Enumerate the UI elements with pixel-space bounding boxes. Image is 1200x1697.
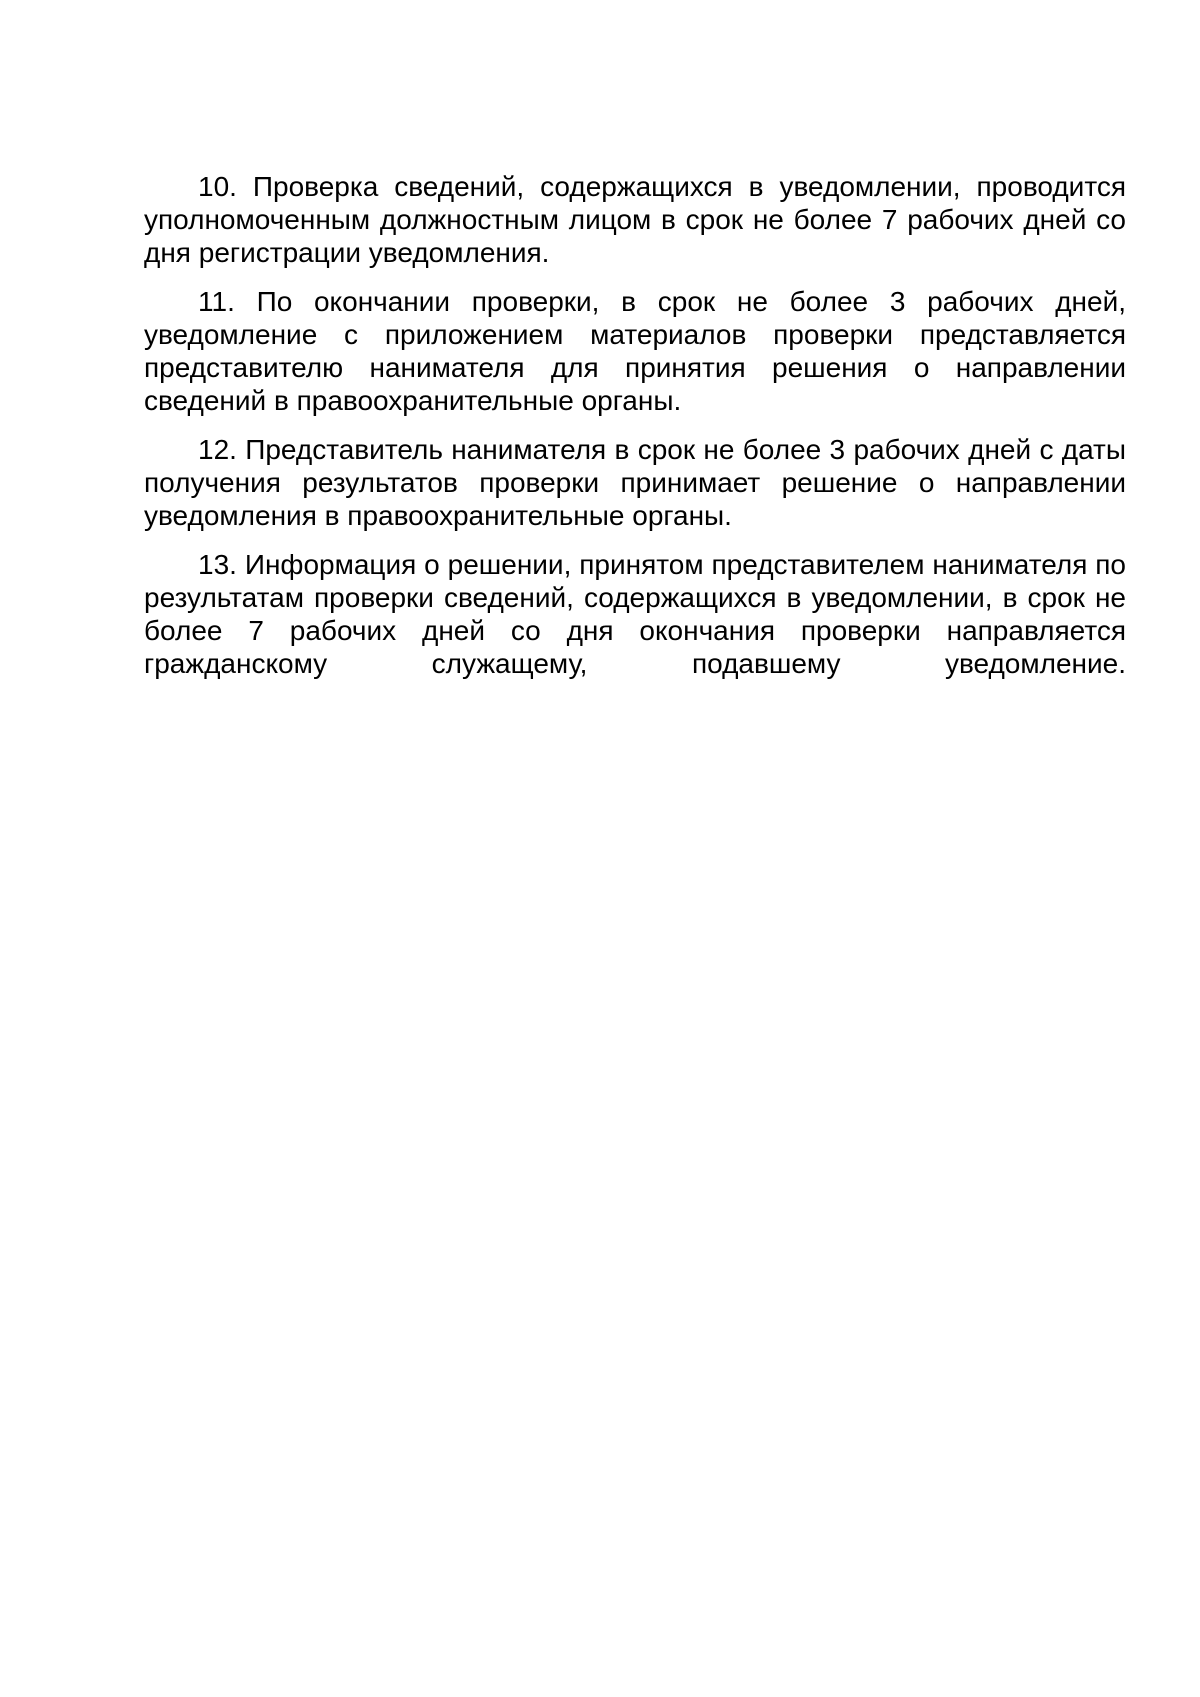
paragraph-13: 13. Информация о решении, принятом представителем нанимателя по результатам проверки сведений, содержащихся в уведомлении, в срок не более 7 рабочих дней со дня окончания проверки направляется гражданскому служащему, подавшему уведомление.	[144, 549, 1126, 679]
paragraph-12: 12. Представитель нанимателя в срок не более 3 рабочих дней с даты получения результатов проверки принимает решение о направлении уведомления в правоохранительные органы.	[144, 434, 1126, 531]
paragraph-11: 11. По окончании проверки, в срок не более 3 рабочих дней, уведомление с приложением материалов проверки представляется представителю нанимателя для принятия решения о направлении сведений в правоохранительные органы.	[144, 286, 1126, 416]
paragraph-10: 10. Проверка сведений, содержащихся в уведомлении, проводится уполномоченным должностным лицом в срок не более 7 рабочих дней со дня регистрации уведомления.	[144, 171, 1126, 268]
document-body	[144, 170, 1126, 696]
